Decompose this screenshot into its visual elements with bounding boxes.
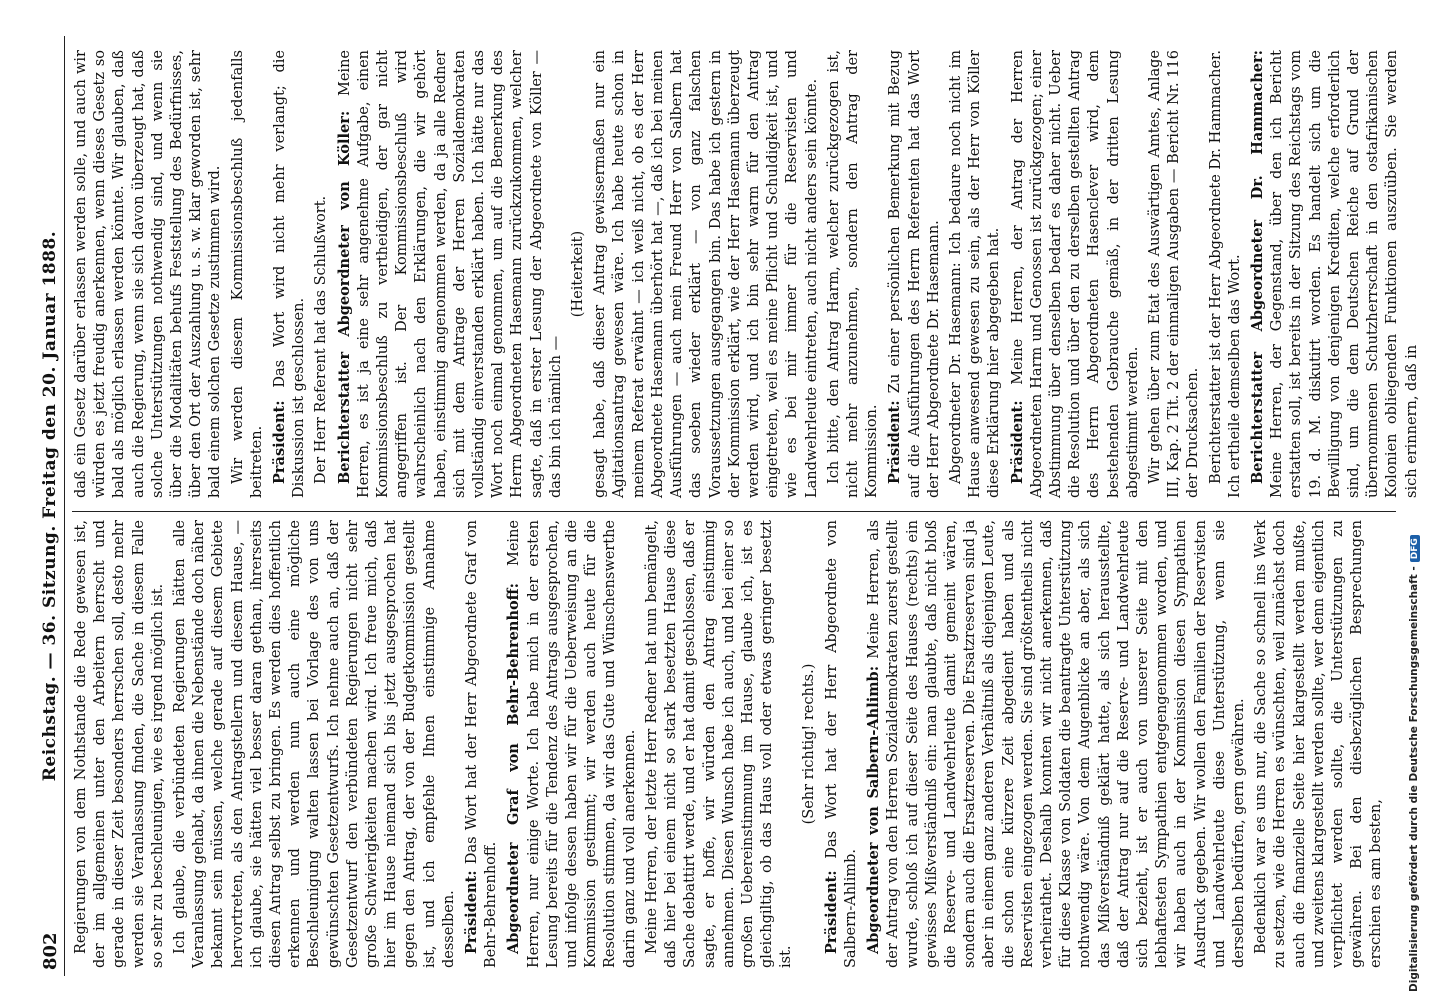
paragraph-text: Wir werden diesem Kommissionsbeschluß jedenfalls beitreten.: [229, 50, 265, 498]
paragraph: [569, 50, 588, 498]
paragraph-text: Berichterstatter ist der Herr Abgeordnete Dr. Hammacher. Ich ertheile demselben das Wort.: [1207, 49, 1243, 498]
page-header: [36, 36, 65, 976]
paragraph-text: Regierungen von dem Nothstande die Rede gewesen ist, der im allgemeinen unter den Arbeitern herrscht und gerade in dieser Zeit besonders herrschen soll, desto mehr werden sie Veranlassung finden, die Sache in diesem Falle so sehr zu beschleunigen, wie es irgend möglich ist.: [73, 520, 166, 968]
paragraph: [171, 520, 459, 968]
paragraph-text: Meine Herren, als der Antrag von den Herren Sozialdemokraten zuerst gestellt wurde, schloß ich auf dieser Seite des Hauses (rechts) ein gewisses Mißverständniß ein: man glaubte, daß nicht bloß die Reserve- und Landwehrleute damit gemeint wären, sondern auch die Ersatzreserven. Die Ersatzreserven sind ja aber in einem ganz anderen Verhältniß als diejenigen Leute, die schon eine kürzere Zeit abgedient haben und als Reservisten eingezogen werden. Sie sind größtentheils nicht verheirathet. Deshalb konnten wir nicht anerkennen, daß für diese Klasse von Soldaten die beantragte Unterstützung nothwendig wäre. Von dem Augenblicke an aber, als sich das Mißverständniß geklärt hatte, als sich herausstellte, daß der Antrag nur auf die Reserve- und Landwehrleute sich bezieht, ist er auch von unserer Seite mit den lebhaftesten Sympathien entgegengenommen worden, und wir haben auch in der Kommission diesen Sympathien Ausdruck gegeben. Wir wollen den Familien der Reservisten und Landwehrleute diese Unterstützung, wenn sie derselben bedürfen, gern gewähren.: [866, 519, 1247, 968]
paragraph: [822, 520, 861, 968]
paragraph-text: Meine Herren, nur einige Worte. Ich habe mich in der ersten Lesung bereits für die Tendenz des Antrags ausgesprochen, und infolge dessen haben wir für die Ueberweisung an die Kommission gestimmt; wir werden auch heute für die Resolution stimmen, da wir das Gute und Wünschenswerthe darin ganz und voll anerkennen.: [506, 520, 638, 968]
paragraph-text: Meine Herren, der Antrag der Herren Abgeordneten Harm und Genossen ist zurückgezogen; einer Abstimmung über denselben bedarf es daher nicht. Ueber die Resolution und über den zu derselben gestellten Antrag des Herrn Abgeordneten Hasenclever wird, dem bestehenden Gebrauche gemäß, in der dritten Lesung abgestimmt werden.: [1009, 50, 1141, 498]
paragraph-text: Wir gehen über zum Etat des Auswärtigen Amtes, Anlage III, Kap. 2 Tit. 2 der einmaligen Ausgaben — Bericht Nr. 116 der Drucksachen.: [1146, 50, 1202, 498]
paragraph: [800, 520, 819, 968]
paragraph: [270, 50, 309, 498]
paragraph-text: Der Herr Referent hat das Schlußwort.: [313, 195, 330, 484]
paragraph: [864, 520, 1249, 968]
paragraph-text: daß ein Gesetz darüber erlassen werden solle, und auch wir würden es jetzt freudig anerkennen, wenn dieses Gesetz so bald als möglich erlassen werden könnte. Wir glauben, daß auch die Regierung, wenn sie sich davon überzeugt hat, daß solche Unterstützungen nothwendig sind, und wenn sie über die Modalitäten behufs Feststellung des Bedürfnisses, über den Ort der Auszahlung u. s. w. klar geworden ist, sehr bald einem solchen Gesetze zustimmen wird.: [73, 50, 224, 498]
paragraph-text: Das Wort hat der Herr Abgeordnete Graf von Behr-Behrenhoff.: [464, 519, 500, 968]
speaker-name: Präsident:: [886, 400, 904, 484]
paragraph: [947, 50, 1005, 498]
paragraph: [72, 50, 226, 498]
paragraph-text: Ich bitte, den Antrag Harm, welcher zurückgezogen ist, nicht mehr anzunehmen, sondern den Antrag der Kommission.: [825, 50, 881, 498]
paragraph: [885, 50, 944, 498]
speaker-name: Präsident:: [271, 400, 289, 484]
speaker-name: Abgeordneter von Salbern-Ahlimb:: [865, 665, 883, 954]
paragraph: [643, 520, 797, 968]
paragraph: [229, 50, 267, 498]
paragraph-text: Meine Herren, es ist ja eine sehr angenehme Aufgabe, einen Kommissionsbeschluß zu vertheidigen, der gar nicht angegriffen ist. Der Kommissionsbeschluß wird wahrscheinlich nach den Erklärungen, die wir gehört haben, einstimmig angenommen werden, da ja alle Redner sich mit dem Antrage der Herren Sozialdemokraten vollständig einverstanden erklärt haben. Ich hätte nur das Wort noch einmal genommen, um auf die Bemerkung des Herrn Abgeordneten Hasemann zurückzukommen, welcher sagte, daß in erster Lesung der Abgeordnete von Köller — das bin ich nämlich —: [336, 50, 564, 498]
paragraph-text: Meine Herren, der Gegenstand, über den ich Bericht erstatten soll, ist bereits in der Sitzung des Reichstags vom 19. d. M. diskutirt worden. Es handelt sich um die Bewilligung von denjenigen Krediten, welche erforderlich sind, um die dem Deutschen Reiche auf Grund der übernommenen Schutzherrschaft in den ostafrikanischen Kolonien obliegenden Funktionen auszuüben. Sie werden sich erinnern, daß in: [1269, 50, 1420, 498]
paragraph: [1207, 50, 1245, 498]
paragraph-text: Zu einer persönlichen Bemerkung mit Bezug auf die Ausführungen des Herrn Referenten hat das Wort der Herr Abgeordnete Dr. Hasemann.: [887, 50, 942, 498]
dfg-logo: DFG: [1410, 535, 1420, 562]
paragraph: [72, 520, 168, 968]
speaker-name: Berichterstatter Abgeordneter Dr. Hammacher:: [1248, 50, 1266, 484]
paragraph: [591, 50, 821, 498]
paragraph: [825, 50, 883, 498]
paragraph: [1146, 50, 1204, 498]
page-title: Reichstag. — 36. Sitzung. Freitag den 20. Januar 1888.: [40, 230, 60, 782]
paragraph-text: Ich glaube, die verbündeten Regierungen hätten alle Veranlassung gehabt, da ihnen die Nebenstände doch näher bekannt sein müssen, welche gerade auf diesem Gebiete hervortreten, als den Antragstellern und diesem Hause, — ich glaube, sie hätten viel besser daran gethan, ihrerseits diesen Antrag selbst zu bringen. Es werden dies hoffentlich erkennen und werden nun auch eine mögliche Beschleunigung walten lassen bei Vorlage des von uns gewünschten Gesetzentwurfs. Ich nehme auch an, daß der Gesetzentwurf den verbündeten Regierungen nicht sehr große Schwierigkeiten machen wird. Ich freue mich, daß hier im Hause niemand sich bis jetzt ausgesprochen hat gegen den Antrag, der von der Budgetkommission gestellt ist, und ich empfehle Ihnen einstimmige Annahme desselben.: [172, 520, 457, 968]
paragraph-text: Das Wort wird nicht mehr verlangt; die Diskussion ist geschlossen.: [272, 50, 308, 498]
dfg-note-text: Digitalisierung gefördert durch die Deutsche Forschungsgemeinschaft -: [1408, 566, 1420, 992]
paragraph-text: Meine Herren, der letzte Herr Redner hat nun bemängelt, daß hier bei einem nicht so stark besetzten Hause diese Sache debattirt werde, und er hat damit geschlossen, daß er sagte, er hoffe, wir würden den Antrag einstimmig annehmen. Diesen Wunsch habe ich auch, und bei einer so großen Uebereinstimmung im Hause, glaube ich, ist es gleichgiltig, ob das Haus voll oder etwas geringer besetzt ist.: [643, 520, 795, 968]
dfg-funding-note: [1408, 402, 1430, 992]
paragraph-text: Abgeordneter Dr. Hasemann: Ich bedaure noch nicht im Hause anwesend gewesen zu sein, als der Herr von Köller diese Erklärung hier abgegeben hat.: [947, 50, 1003, 498]
paragraph-text: Das Wort hat der Herr Abgeordnete von Salbern-Ahlimb.: [823, 520, 859, 968]
speaker-name: Präsident:: [822, 870, 840, 954]
speaker-name: Präsident:: [463, 870, 481, 954]
paragraph-text: (Sehr richtig! rechts.): [800, 663, 817, 825]
paragraph: [504, 520, 639, 968]
paragraph: [335, 50, 566, 498]
page-number: 802: [40, 932, 61, 970]
paragraph: [462, 520, 501, 968]
paragraph: [1248, 50, 1422, 498]
speaker-name: Berichterstatter Abgeordneter von Köller:: [335, 110, 353, 484]
speaker-name: Abgeordneter Graf von Behr-Behrenhoff:: [505, 583, 523, 954]
paragraph-text: Bedenklich war es uns nur, die Sache so schnell ins Werk zu setzen, wie die Herren es wünschten, weil zunächst doch auch die finanzielle Seite hier klargestellt werden mußte, und zweitens klargestellt werden sollte, wer denn eigentlich verpflichtet werden sollte, die Unterstützungen zu gewähren. Bei den diesbezüglichen Besprechungen erschien es am besten,: [1253, 520, 1385, 968]
paragraph-text: (Heiterkeit): [570, 230, 587, 318]
paragraph-text: gesagt habe, daß dieser Antrag gewissermaßen nur ein Agitationsantrag gewesen wäre. Ich habe heute schon in meinem Referat erwähnt — ich weiß nicht, ob es der Herr Abgeordnete Hasemann überhört hat —, daß ich bei meinen Ausführungen — auch mein Freund Herr von Salbern hat das soeben wieder erklärt — von ganz falschen Voraussetzungen ausgegangen bin. Das habe ich gestern in der Kommission erklärt, wie der Herr Hasemann überzeugt werden wird, und ich bin sehr warm für den Antrag eingetreten, weil es meine Pflicht und Schuldigkeit ist, und wie es bei mir immer für die Reservisten und Landwehrleute eintreten, auch nicht anders sein könnte.: [592, 50, 820, 498]
column-divider: [72, 511, 1396, 512]
text-column-right: [72, 49, 1420, 498]
text-column-left: [72, 520, 1396, 968]
speaker-name: Präsident:: [1008, 400, 1026, 484]
paragraph: [1008, 50, 1143, 498]
paragraph: [1252, 520, 1386, 968]
paragraph: [312, 50, 331, 498]
